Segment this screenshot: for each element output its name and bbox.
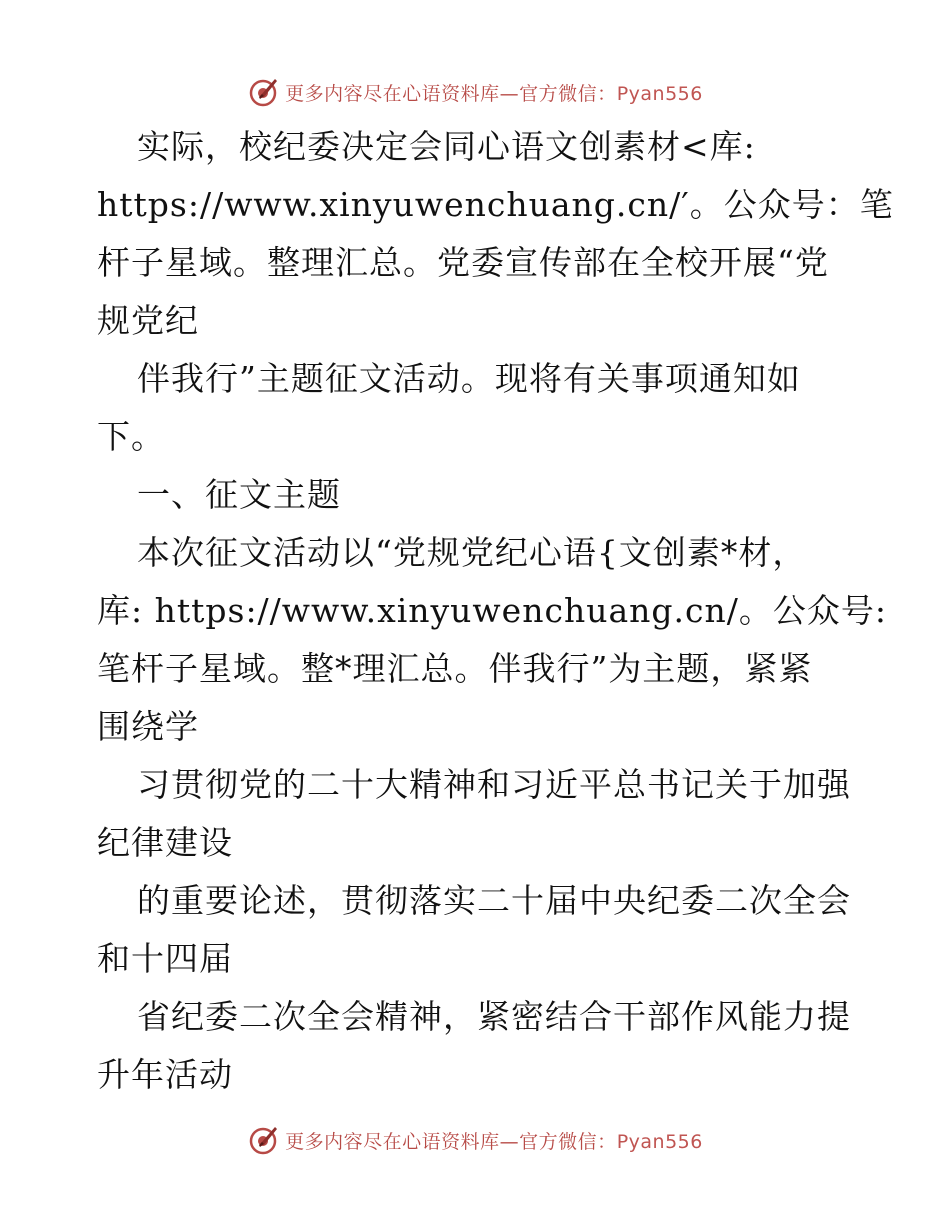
body-line: 省纪委二次全会精神，紧密结合干部作风能力提	[137, 997, 851, 1036]
body-line: 围绕学	[97, 707, 199, 746]
section-heading: 一、征文主题	[137, 475, 341, 514]
quill-pen-logo-icon	[247, 1124, 279, 1156]
body-line: 杆子星域。整理汇总。党委宣传部在全校开展“党	[97, 243, 829, 282]
footer-watermark-text: 更多内容尽在心语资料库—官方微信：Pyan556	[285, 1130, 703, 1153]
body-line: 笔杆子星域。整*理汇总。伴我行”为主题，紧紧	[97, 649, 813, 688]
header-watermark-banner	[0, 72, 950, 112]
footer-watermark-banner	[0, 1120, 950, 1160]
body-line: 实际，校纪委决定会同心语文创素材<库:	[137, 127, 756, 166]
body-line: 库: https://www.xinyuwenchuang.cn/。公众号:	[97, 591, 887, 630]
body-line: https://www.xinyuwenchuang.cn/′。公众号：笔	[97, 185, 894, 224]
body-line: 升年活动	[97, 1055, 233, 1094]
body-line: 伴我行”主题征文活动。现将有关事项通知如	[137, 359, 801, 398]
header-watermark-text: 更多内容尽在心语资料库—官方微信：Pyan556	[285, 82, 703, 105]
body-line: 和十四届	[97, 939, 233, 978]
document-body	[97, 118, 894, 1104]
body-line: 习贯彻党的二十大精神和习近平总书记关于加强	[137, 765, 851, 804]
body-line: 纪律建设	[97, 823, 233, 862]
quill-pen-logo-icon	[247, 76, 279, 108]
body-line: 规党纪	[97, 301, 199, 340]
body-line: 本次征文活动以“党规党纪心语{文创素*材，	[137, 533, 807, 572]
body-line: 的重要论述，贯彻落实二十届中央纪委二次全会	[137, 881, 851, 920]
body-line: 下。	[97, 417, 165, 456]
